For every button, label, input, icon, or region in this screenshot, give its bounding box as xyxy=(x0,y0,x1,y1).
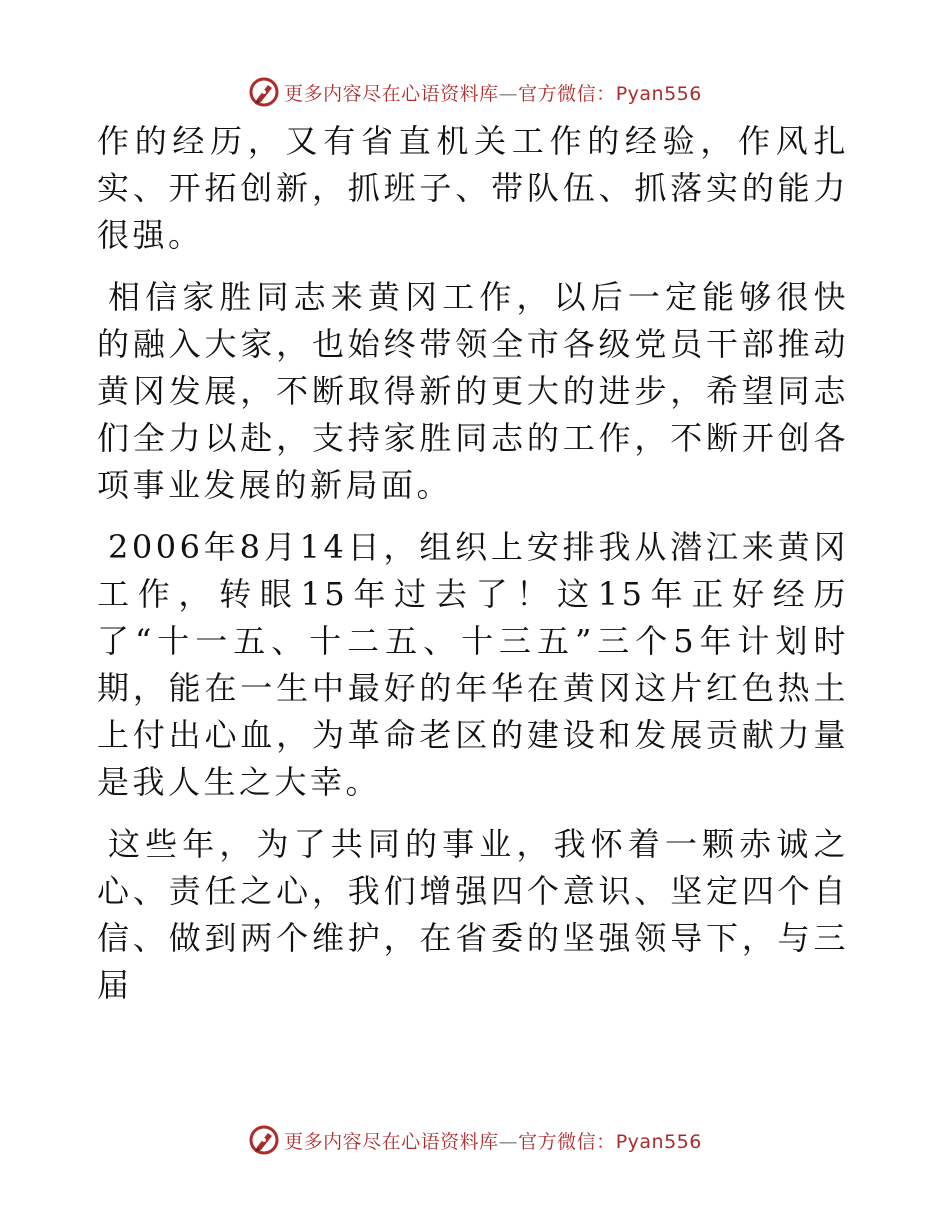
header-banner-id: Pyan556 xyxy=(615,82,702,105)
header-banner-text xyxy=(284,79,702,106)
paragraph-4: 这些年，为了共同的事业，我怀着一颗赤诚之心、责任之心，我们增强四个意识、坚定四个自信、做到两个维护，在省委的坚强领导下，与三届 xyxy=(97,825,849,1004)
footer-banner-text xyxy=(284,1127,702,1154)
paragraph-3: 2006年8月14日，组织上安排我从潜江来黄冈工作，转眼15年过去了！这15年正好经历了“十一五、十二五、十三五”三个5年计划时期，能在一生中最好的年华在黄冈这片红色热土上付出心血，为革命老区的建设和发展贡献力量是我人生之大幸。 xyxy=(97,528,849,801)
pen-logo-icon xyxy=(248,76,280,108)
footer-banner-id: Pyan556 xyxy=(615,1130,702,1153)
header-banner-sep: — xyxy=(498,82,519,105)
document-body xyxy=(97,118,849,1009)
paragraph-1: 作的经历，又有省直机关工作的经验，作风扎实、开拓创新，抓班子、带队伍、抓落实的能力很强。 xyxy=(97,122,849,254)
footer-banner-sep: — xyxy=(498,1130,519,1153)
footer-watermark-banner xyxy=(0,1120,950,1160)
pen-logo-icon xyxy=(248,1124,280,1156)
header-banner-main: 更多内容尽在心语资料库 xyxy=(284,82,499,105)
header-banner-official: 官方微信： xyxy=(518,82,616,105)
paragraph-2: 相信家胜同志来黄冈工作，以后一定能够很快的融入大家，也始终带领全市各级党员干部推动黄冈发展，不断取得新的更大的进步，希望同志们全力以赴，支持家胜同志的工作，不断开创各项事业发展的新局面。 xyxy=(97,278,849,504)
footer-banner-official: 官方微信： xyxy=(518,1130,616,1153)
footer-banner-main: 更多内容尽在心语资料库 xyxy=(284,1130,499,1153)
header-watermark-banner xyxy=(0,72,950,112)
